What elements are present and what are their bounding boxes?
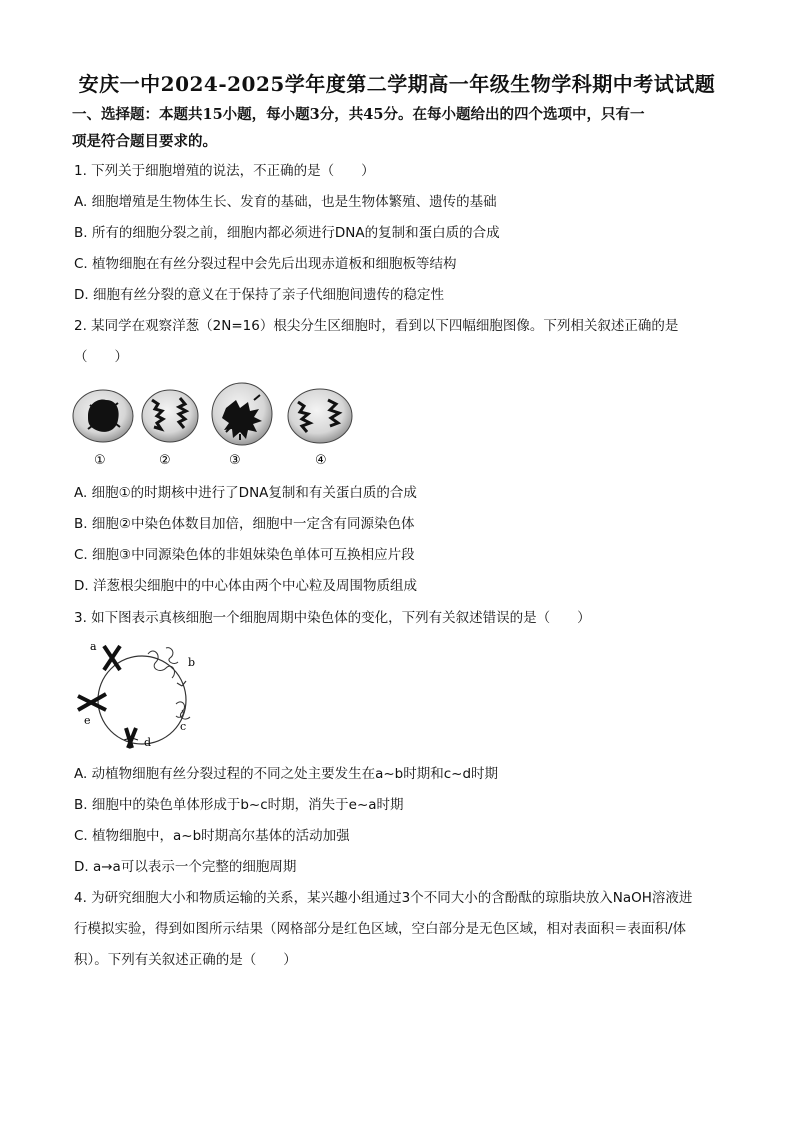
stage-label-b: b	[188, 656, 196, 669]
q2-option-a: A. 细胞①的时期核中进行了DNA复制和有关蛋白质的合成	[74, 485, 417, 501]
cell-label-2: ②	[159, 453, 171, 468]
section-instruction	[72, 101, 722, 155]
q2-option-d: D. 洋葱根尖细胞中的中心体由两个中心粒及周围物质组成	[74, 578, 417, 594]
cell-cycle-chromosome-diagram	[70, 634, 210, 752]
cell-3	[212, 383, 272, 445]
cycle-circle	[98, 656, 186, 744]
section-line-1: 一、选择题：本题共15小题，每小题3分，共45分。在每小题给出的四个选项中，只有一	[72, 106, 645, 123]
q4-stem-line-2: 行模拟实验，得到如图所示结果（网格部分是红色区域，空白部分是无色区域，相对表面积＝表面积/体	[74, 921, 687, 937]
q2-stem-line-1: 2. 某同学在观察洋葱（2N=16）根尖分生区细胞时，看到以下四幅细胞图像。下列相关叙述正确的是	[74, 318, 679, 334]
section-line-2: 项是符合题目要求的。	[72, 133, 217, 150]
onion-cell-micrographs	[70, 378, 360, 470]
cell-label-4: ④	[315, 453, 327, 468]
stage-label-d: d	[144, 736, 152, 749]
stage-label-a: a	[90, 640, 97, 653]
stage-label-e: e	[84, 714, 91, 727]
chromosome-e	[78, 694, 106, 710]
q1-option-d: D. 细胞有丝分裂的意义在于保持了亲子代细胞间遗传的稳定性	[74, 287, 444, 303]
cell-2	[142, 390, 198, 442]
q4-stem-line-3: 积）。下列有关叙述正确的是（ ）	[74, 952, 297, 968]
q1-option-b: B. 所有的细胞分裂之前，细胞内都必须进行DNA的复制和蛋白质的合成	[74, 225, 500, 241]
q1-option-a: A. 细胞增殖是生物体生长、发育的基础，也是生物体繁殖、遗传的基础	[74, 194, 497, 210]
cell-label-3: ③	[229, 453, 241, 468]
stage-label-c: c	[180, 720, 187, 733]
q2-option-c: C. 细胞③中同源染色体的非姐妹染色单体可互换相应片段	[74, 547, 415, 563]
q1-stem: 1. 下列关于细胞增殖的说法，不正确的是（ ）	[74, 163, 375, 179]
q4-stem-line-1: 4. 为研究细胞大小和物质运输的关系，某兴趣小组通过3个不同大小的含酚酞的琼脂块放入NaOH溶液进	[74, 890, 693, 906]
cell-4	[288, 389, 352, 443]
exam-title: 安庆一中2024-2025学年度第二学期高一年级生物学科期中考试试题	[78, 72, 716, 96]
chromatin-b	[148, 648, 178, 678]
q3-stem: 3. 如下图表示真核细胞一个细胞周期中染色体的变化，下列有关叙述错误的是（ ）	[74, 610, 591, 626]
chromosome-d	[124, 728, 138, 748]
cell-label-1: ①	[94, 453, 106, 468]
chromosome-a	[104, 646, 120, 670]
q1-option-c: C. 植物细胞在有丝分裂过程中会先后出现赤道板和细胞板等结构	[74, 256, 457, 272]
q2-option-b: B. 细胞②中染色体数目加倍，细胞中一定含有同源染色体	[74, 516, 415, 532]
q3-option-a: A. 动植物细胞有丝分裂过程的不同之处主要发生在a~b时期和c~d时期	[74, 766, 499, 782]
q3-option-b: B. 细胞中的染色单体形成于b~c时期，消失于e~a时期	[74, 797, 404, 813]
q3-option-c: C. 植物细胞中，a~b时期高尔基体的活动加强	[74, 828, 350, 844]
q2-stem-line-2: （ ）	[74, 349, 128, 365]
q3-option-d: D. a→a可以表示一个完整的细胞周期	[74, 859, 297, 875]
cell-1	[73, 390, 133, 442]
